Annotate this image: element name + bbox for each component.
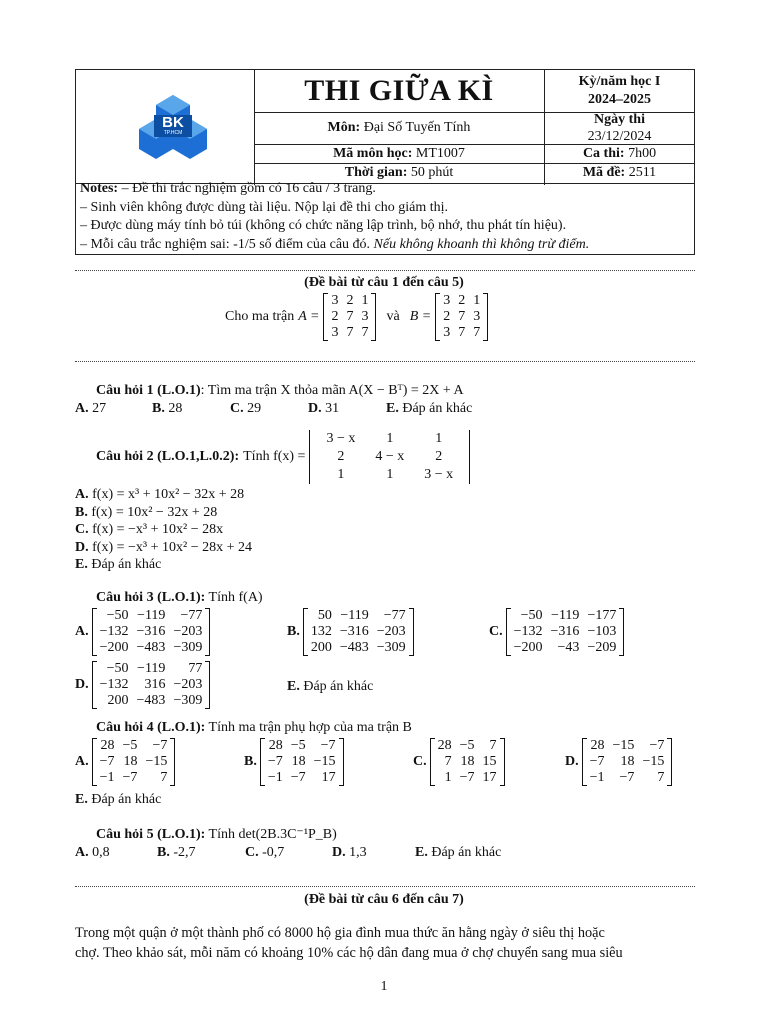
matrix [92,608,211,656]
matrix-cell: −132 [99,624,129,639]
separator [75,270,695,271]
code-label: Mã môn học: [333,145,413,161]
subject-label: Môn: [327,120,361,135]
matrix-cell: −7 [649,738,665,753]
matrix-cell: −119 [137,661,166,676]
matrix-cell: 7 [458,309,466,324]
matrix-cell: −203 [173,677,203,692]
matrix-b-label: B = [409,309,432,324]
answer-b[interactable]: B. 28 [152,401,183,416]
year-value: 2024–2025 [588,91,651,107]
matrix-cell: −177 [587,608,617,623]
matrix-cell: 17 [482,770,497,785]
determinant [309,430,470,484]
matrix-cell: −203 [173,624,203,639]
matrix-cell: −1 [99,770,115,785]
matrix-cell: 7 [473,325,481,340]
matrix [582,738,673,786]
matrix-cell: −77 [383,608,406,623]
answer-c[interactable]: C. f(x) = −x³ + 10x² − 28x [75,522,224,538]
notes-label: Notes: [80,181,119,196]
matrix-b [435,293,488,341]
q1-answers [75,401,473,417]
matrix-cell: −316 [550,624,580,639]
matrix-cell: 18 [460,754,475,769]
matrix-cell: −7 [320,738,336,753]
matrix-cell: 1 [337,467,345,482]
matrix-cell: −483 [136,640,166,655]
answer-d[interactable]: D. 1,3 [332,845,367,860]
matrix-cell: −7 [152,738,168,753]
matrix-cell: 1 [386,467,394,482]
note-line: – Được dùng máy tính bỏ túi (không có chức năng lập trình, bộ nhớ, thu phát tín hiệu). [80,218,567,233]
matrix-cell: −309 [376,640,406,655]
exam-title: THI GIỮA KÌ [304,73,494,107]
matrix-cell: 7 [444,754,452,769]
answer-e[interactable]: E. Đáp án khác [415,845,502,860]
given-matrices [225,293,488,341]
answer-a[interactable]: A. 27 [75,401,107,416]
note-line-italic: Nếu không khoanh thì không trừ điểm. [373,236,590,252]
matrix-cell: 1 [473,293,481,308]
matrix-cell: −203 [376,624,406,639]
question-text: Tính f(A) [208,590,263,605]
section-heading: (Đề bài từ câu 1 đến câu 5) [304,275,464,290]
answer-d[interactable]: D. 28 −15 −7 −7 18 −15 −1 −7 7 [565,738,672,786]
subject [254,112,544,144]
matrix-cell: 3 [473,309,481,324]
matrix-cell: 2 [331,309,339,324]
exam-shift [544,144,695,163]
matrix-cell: −50 [520,608,543,623]
matrix-cell: −50 [106,661,129,676]
matrix-cell: −7 [122,770,138,785]
matrix-cell: 1 [435,431,443,446]
year-label: Kỳ/năm học I [578,73,661,89]
matrix-cell: 4 − x [375,449,405,464]
note-line: – Đề thi trắc nghiệm gồm có 16 câu / 3 trang. [121,181,376,196]
matrix-cell: 28 [268,738,283,753]
matrix-cell: −1 [589,770,605,785]
matrix-cell: −119 [551,608,580,623]
matrix-cell: −1 [267,770,283,785]
matrix-cell: 18 [620,754,635,769]
given-text: Cho ma trận [225,309,295,324]
separator [75,886,695,887]
question-title: Câu hỏi 2 (L.O.1,L.0.2): [96,449,240,464]
matrix-cell: 50 [317,608,332,623]
paragraph-line: Trong một quận ở một thành phố có 8000 hộ gia đình mua thức ăn hằng ngày ở siêu thị hoặc [75,925,605,941]
matrix-cell: −200 [513,640,543,655]
answer-d[interactable]: D. 31 [308,401,340,416]
question-text: : Tìm ma trận X thỏa mãn A(X − Bᵀ) = 2X + A [200,383,464,398]
matrix-cell: 28 [100,738,115,753]
question-text: Tính det(2B.3C⁻¹P_B) [208,827,337,842]
matrix-cell: −200 [99,640,129,655]
matrix [92,738,176,786]
matrix [260,738,344,786]
matrix-cell: 15 [482,754,497,769]
matrix-cell: 3 − x [326,431,356,446]
matrix-cell: 3 [443,325,451,340]
date-label: Ngày thi [594,112,645,127]
matrix-cell: 28 [437,738,452,753]
matrix-cell: −209 [587,640,617,655]
matrix-cell: 200 [107,693,129,708]
page-number: 1 [380,979,388,994]
shift-label: Ca thi: [582,145,625,161]
answer-c[interactable]: C. −50 −119 −177 −132 −316 −103 −200 −43 −209 [489,608,624,656]
matrix-cell: −309 [173,640,203,655]
matrix-cell: −15 [145,754,168,769]
matrix-cell: −132 [513,624,543,639]
matrix [92,661,211,709]
matrix [303,608,414,656]
matrix-cell: 7 [346,325,354,340]
answer-c[interactable]: C. 28 −5 7 7 18 15 1 −7 17 [413,738,505,786]
question-title: Câu hỏi 4 (L.O.1): [96,720,206,735]
exam-date [544,110,695,146]
matrix-cell: 18 [291,754,306,769]
answer-e[interactable]: E. Đáp án khác [75,557,162,573]
matrix-cell: 18 [123,754,138,769]
section-heading: (Đề bài từ câu 6 đến câu 7) [304,892,464,907]
matrix-cell: 3 − x [424,467,454,482]
matrix-cell: −316 [339,624,369,639]
question-title: Câu hỏi 3 (L.O.1): [96,590,206,605]
matrix-cell: 7 [160,770,168,785]
question-1 [96,383,464,399]
matrix-cell: 28 [590,738,605,753]
matrix-cell: 200 [310,640,332,655]
question-text: Tính f(x) = [243,449,306,464]
matrix-cell: 132 [310,624,332,639]
matrix-cell: 316 [144,677,166,692]
matrix-cell: 2 [435,449,443,464]
matrix-cell: −5 [122,738,138,753]
matrix-cell: −7 [99,754,115,769]
answer-b[interactable]: B. f(x) = 10x² − 32x + 28 [75,504,218,520]
answer-b[interactable]: B. 28 −5 −7 −7 18 −15 −1 −7 17 [244,738,344,786]
answer-e[interactable]: E. Đáp án khác [386,401,473,416]
question-title: Câu hỏi 1 (L.O.1) [96,383,201,398]
time-label: Thời gian: [344,165,408,180]
matrix-cell: 2 [346,293,354,308]
logo-text: BK [162,114,184,131]
question-2 [96,430,470,484]
question-5 [96,826,337,843]
exam-value: 2511 [628,165,657,180]
matrix-cell: 1 [386,431,394,446]
answer-a[interactable]: A. 0,8 [75,845,110,860]
matrix-a-label: A = [298,309,320,324]
separator [75,361,695,362]
date-value: 23/12/2024 [587,129,652,144]
matrix-cell: −15 [313,754,336,769]
logo-subtext: TP.HCM [163,130,183,136]
course-code [254,144,544,163]
answer-c[interactable]: C. 29 [230,401,262,416]
answer-d[interactable]: D. −50 −119 77 −132 316 −203 200 −483 −309 [75,661,210,709]
matrix-cell: 2 [443,309,451,324]
time-value: 50 phút [410,165,454,180]
answer-d[interactable]: D. f(x) = −x³ + 10x² − 28x + 24 [75,539,252,555]
note-line: – Sinh viên không được dùng tài liệu. Nộp lại đề thi cho giám thị. [80,199,449,215]
matrix-cell: 2 [337,449,345,464]
matrix-cell: 7 [489,738,497,753]
note-line: – Mỗi câu trắc nghiệm sai: -1/5 số điểm của câu đó. [80,236,371,252]
matrix-cell: 2 [458,293,466,308]
matrix [430,738,505,786]
matrix-cell: −309 [173,693,203,708]
matrix-cell: 7 [657,770,665,785]
matrix-cell: −5 [290,738,306,753]
code-value: MT1007 [415,145,465,161]
matrix-cell: 7 [361,325,369,340]
matrix-cell: −7 [267,754,283,769]
matrix-cell: −7 [619,770,635,785]
subject-value: Đại Số Tuyến Tính [363,120,471,135]
matrix-cell: 3 [331,325,339,340]
answer-a[interactable]: A. f(x) = x³ + 10x² − 32x + 28 [75,487,245,502]
answer-a[interactable]: A. −50 −119 −77 −132 −316 −203 −200 −483 −309 [75,608,210,656]
and-text: và [386,309,400,324]
matrix-cell: −119 [137,608,166,623]
matrix-cell: −77 [180,608,203,623]
q2-answers [75,486,252,574]
answer-b[interactable]: B. 50 −119 −77 132 −316 −203 200 −483 −309 [287,608,414,656]
matrix-cell: 3 [361,309,369,324]
matrix-cell: −316 [136,624,166,639]
matrix-cell: −7 [589,754,605,769]
matrix-cell: 3 [331,293,339,308]
matrix-cell: −7 [459,770,475,785]
school-year [544,69,695,112]
exam-label: Mã đề: [582,165,626,180]
q5-answers [75,845,502,861]
matrix-cell: −483 [339,640,369,655]
matrix-cell: −132 [99,677,129,692]
answer-e[interactable]: E. Đáp án khác [287,679,374,694]
matrix-cell: −7 [290,770,306,785]
matrix-cell: −103 [587,624,617,639]
matrix-cell: 17 [321,770,336,785]
question-text: Tính ma trận phụ hợp của ma trận B [208,720,412,735]
matrix-cell: −50 [106,608,129,623]
matrix-cell: 3 [443,293,451,308]
matrix-cell: −483 [136,693,166,708]
matrix-cell: 77 [188,661,203,676]
bk-logo [138,93,208,159]
shift-value: 7h00 [628,145,657,161]
matrix-cell: −43 [557,640,580,655]
answer-c[interactable]: C. -0,7 [245,845,285,860]
matrix-cell: 7 [458,325,466,340]
matrix-cell: −5 [459,738,475,753]
question-3 [96,590,263,606]
matrix-cell: 1 [361,293,369,308]
matrix-cell: −119 [340,608,369,623]
matrix-cell: −15 [612,738,635,753]
matrix [506,608,625,656]
matrix-cell: 7 [346,309,354,324]
notes [80,180,690,254]
matrix-a [323,293,376,341]
problem-paragraph [75,923,695,963]
answer-a[interactable]: A. 28 −5 −7 −7 18 −15 −1 −7 7 [75,738,175,786]
answer-e[interactable]: E. Đáp án khác [75,792,162,807]
paragraph-line: chợ. Theo khảo sát, mỗi năm có khoảng 10% các hộ dân đang mua ở chợ chuyển sang mua siêu [75,945,623,961]
answer-b[interactable]: B. -2,7 [157,845,196,860]
matrix-cell: 1 [444,770,452,785]
question-4 [96,720,412,736]
matrix-cell: −15 [642,754,665,769]
question-title: Câu hỏi 5 (L.O.1): [96,827,206,842]
